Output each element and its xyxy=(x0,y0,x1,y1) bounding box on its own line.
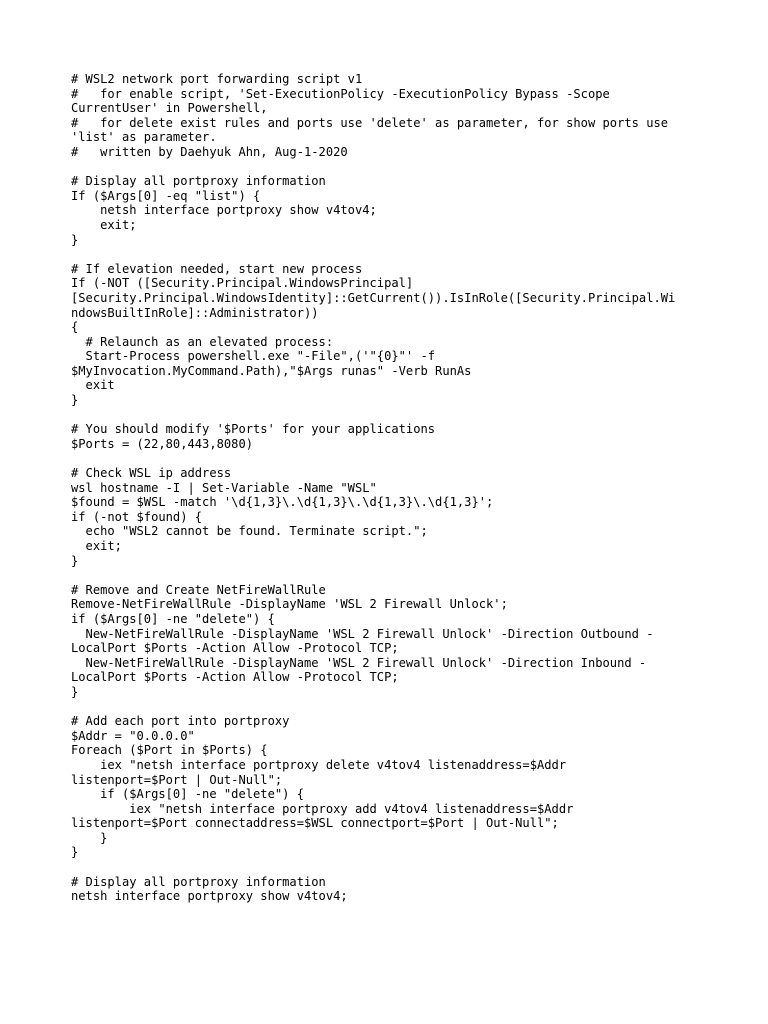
code-line: $MyInvocation.MyCommand.Path),"$Args runas" -Verb RunAs xyxy=(71,363,472,378)
code-line: Foreach ($Port in $Ports) { xyxy=(71,743,268,758)
code-line: } xyxy=(71,553,79,568)
code-line: netsh interface portproxy show v4tov4; xyxy=(71,203,377,218)
code-line: $Addr = "0.0.0.0" xyxy=(71,728,195,743)
code-line: # Check WSL ip address xyxy=(71,466,232,481)
code-line: # You should modify '$Ports' for your applications xyxy=(71,422,436,437)
code-line: iex "netsh interface portproxy delete v4tov4 listenaddress=$Addr xyxy=(71,757,567,772)
code-line xyxy=(71,451,701,466)
code-line: # Display all portproxy information xyxy=(71,874,326,889)
code-line: If ($Args[0] -eq "list") { xyxy=(71,188,261,203)
code-line: If (-NOT ([Security.Principal.WindowsPrincipal] xyxy=(71,276,414,291)
code-line: } xyxy=(71,845,79,860)
code-line: } xyxy=(71,232,79,247)
code-line: } xyxy=(71,830,108,845)
code-line: CurrentUser' in Powershell, xyxy=(71,101,268,116)
code-line: } xyxy=(71,393,79,408)
script-document xyxy=(71,72,701,918)
code-line: listenport=$Port | Out-Null"; xyxy=(71,772,283,787)
code-line: # Add each port into portproxy xyxy=(71,714,290,729)
code-line: exit; xyxy=(71,217,137,232)
code-line: if ($Args[0] -ne "delete") { xyxy=(71,787,304,802)
code-line: netsh interface portproxy show v4tov4; xyxy=(71,889,348,904)
code-line: exit xyxy=(71,378,115,393)
code-line: exit; xyxy=(71,539,122,553)
code-line: listenport=$Port connectaddress=$WSL connectport=$Port | Out-Null"; xyxy=(71,816,559,831)
code-line: if ($Args[0] -ne "delete") { xyxy=(71,611,275,626)
code-line: New-NetFireWallRule -DisplayName 'WSL 2 Firewall Unlock' -Direction Outbound - xyxy=(71,626,654,641)
code-line: $found = $WSL -match '\d{1,3}\.\d{1,3}\.\d{1,3}\.\d{1,3}'; xyxy=(71,495,494,510)
code-line: New-NetFireWallRule -DisplayName 'WSL 2 Firewall Unlock' -Direction Inbound - xyxy=(71,655,647,670)
code-line: 'list' as parameter. xyxy=(71,130,217,145)
code-line: iex "netsh interface portproxy add v4tov4 listenaddress=$Addr xyxy=(71,801,574,816)
code-line xyxy=(71,247,701,262)
code-line: Remove-NetFireWallRule -DisplayName 'WSL 2 Firewall Unlock'; xyxy=(71,597,508,612)
code-line: [Security.Principal.WindowsIdentity]::GetCurrent()).IsInRole([Security.Principal.Wi xyxy=(71,290,676,305)
code-line xyxy=(71,860,701,875)
code-line: if (-not $found) { xyxy=(71,509,203,524)
code-line: } xyxy=(71,684,79,699)
code-line xyxy=(71,408,701,423)
code-line xyxy=(71,904,701,919)
code-line: LocalPort $Ports -Action Allow -Protocol TCP; xyxy=(71,641,399,656)
code-line: # WSL2 network port forwarding script v1 xyxy=(71,72,363,86)
code-line: Start-Process powershell.exe "-File",('"{0}"' -f xyxy=(71,349,436,364)
code-line: # If elevation needed, start new process xyxy=(71,261,363,276)
code-line: $Ports = (22,80,443,8080) xyxy=(71,436,254,451)
code-line: { xyxy=(71,320,79,335)
code-line: # Remove and Create NetFireWallRule xyxy=(71,582,326,597)
code-line: # written by Daehyuk Ahn, Aug-1-2020 xyxy=(71,144,348,159)
code-line: echo "WSL2 cannot be found. Terminate script."; xyxy=(71,524,428,539)
code-line: # Display all portproxy information xyxy=(71,174,326,189)
code-line: LocalPort $Ports -Action Allow -Protocol TCP; xyxy=(71,670,399,685)
code-line xyxy=(71,160,701,175)
code-line xyxy=(71,568,701,583)
code-line: # for delete exist rules and ports use 'delete' as parameter, for show ports use xyxy=(71,115,669,130)
code-line: # for enable script, 'Set-ExecutionPolicy -ExecutionPolicy Bypass -Scope xyxy=(71,86,610,101)
code-line: wsl hostname -I | Set-Variable -Name "WSL" xyxy=(71,480,377,495)
code-line xyxy=(71,700,701,715)
code-line: # Relaunch as an elevated process: xyxy=(71,334,334,349)
code-line: ndowsBuiltInRole]::Administrator)) xyxy=(71,305,319,320)
